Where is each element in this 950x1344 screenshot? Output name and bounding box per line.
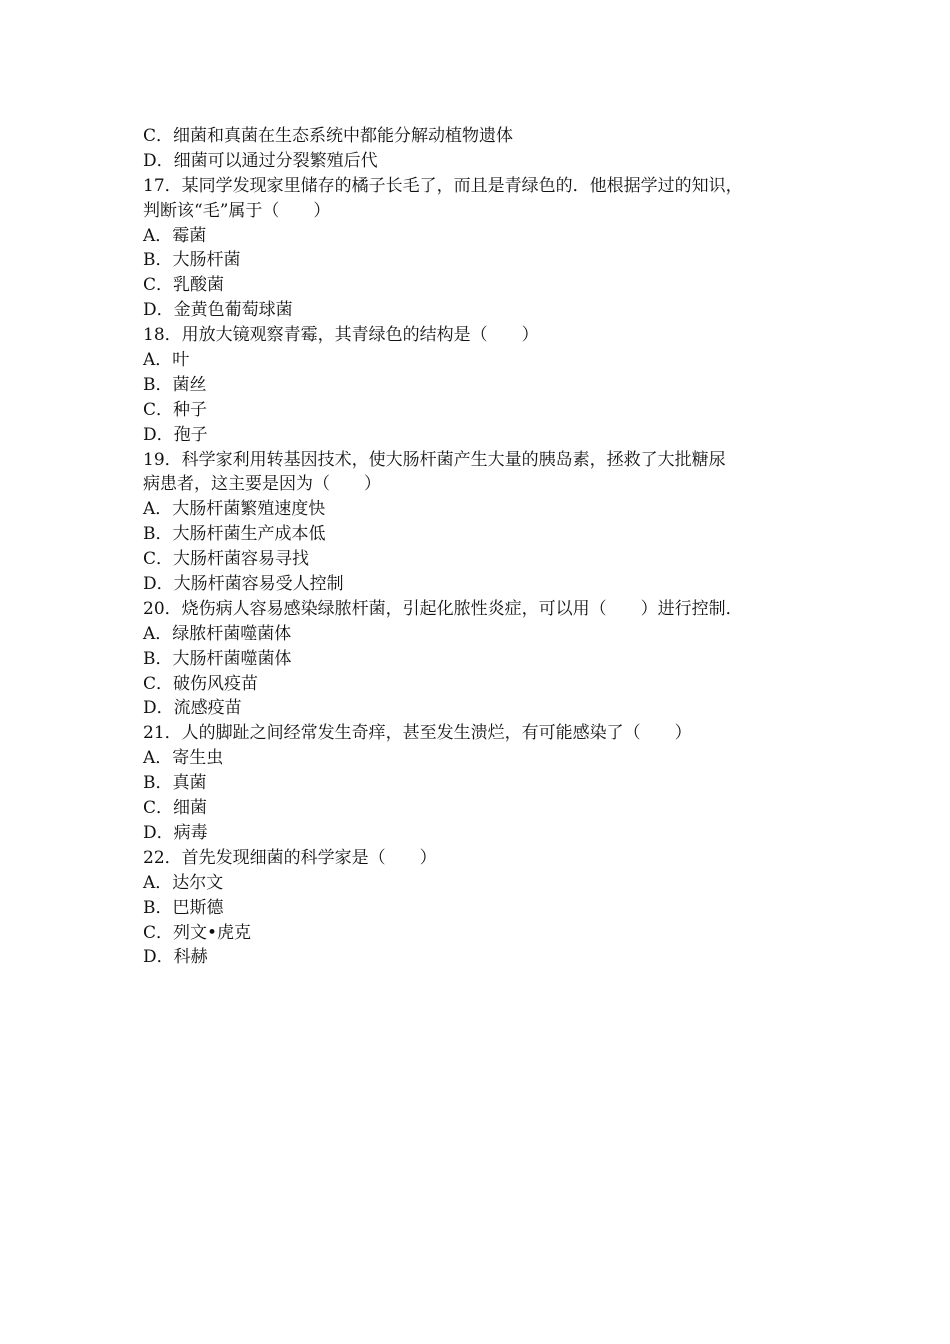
question-18: 18．用放大镜观察青霉，其青绿色的结构是（ ）	[143, 325, 539, 346]
option-22a: A．达尔文	[143, 872, 224, 893]
question-19-line-2: 病患者，这主要是因为（ ）	[143, 474, 381, 495]
document-page	[143, 124, 823, 970]
question-17-line-2: 判断该“毛”属于（ ）	[143, 200, 331, 221]
option-17c: C．乳酸菌	[143, 275, 225, 296]
option-17d: D．金黄色葡萄球菌	[143, 300, 293, 321]
option-22b: B．巴斯德	[143, 897, 224, 918]
option-19b: B．大肠杆菌生产成本低	[143, 524, 326, 545]
question-22: 22．首先发现细菌的科学家是（ ）	[143, 847, 437, 868]
option-17b: B．大肠杆菌	[143, 250, 241, 271]
question-20: 20．烧伤病人容易感染绿脓杆菌，引起化脓性炎症，可以用（ ）进行控制．	[143, 598, 743, 619]
option-16d: D．细菌可以通过分裂繁殖后代	[143, 150, 378, 171]
option-17a: A．霉菌	[143, 225, 207, 246]
option-22d: D．科赫	[143, 947, 208, 968]
option-20d: D．流感疫苗	[143, 698, 242, 719]
option-19a: A．大肠杆菌繁殖速度快	[143, 499, 326, 520]
option-20c: C．破伤风疫苗	[143, 673, 259, 694]
option-18b: B．菌丝	[143, 374, 207, 395]
option-21b: B．真菌	[143, 773, 207, 794]
option-21c: C．细菌	[143, 798, 208, 819]
option-21a: A．寄生虫	[143, 748, 224, 769]
option-20b: B．大肠杆菌噬菌体	[143, 648, 292, 669]
question-17-line-1: 17．某同学发现家里储存的橘子长毛了，而且是青绿色的．他根据学过的知识，	[143, 175, 743, 196]
option-20a: A．绿脓杆菌噬菌体	[143, 623, 292, 644]
option-19c: C．大肠杆菌容易寻找	[143, 549, 310, 570]
option-18a: A．叶	[143, 350, 190, 371]
option-16c: C．细菌和真菌在生态系统中都能分解动植物遗体	[143, 126, 514, 146]
option-21d: D．病毒	[143, 822, 208, 843]
option-19d: D．大肠杆菌容易受人控制	[143, 574, 344, 595]
question-19-line-1: 19．科学家利用转基因技术，使大肠杆菌产生大量的胰岛素，拯救了大批糖尿	[143, 449, 726, 470]
option-22c: C．列文•虎克	[143, 922, 252, 943]
option-18d: D．孢子	[143, 424, 208, 445]
question-21: 21．人的脚趾之间经常发生奇痒，甚至发生溃烂，有可能感染了（ ）	[143, 723, 692, 744]
option-18c: C．种子	[143, 399, 208, 420]
